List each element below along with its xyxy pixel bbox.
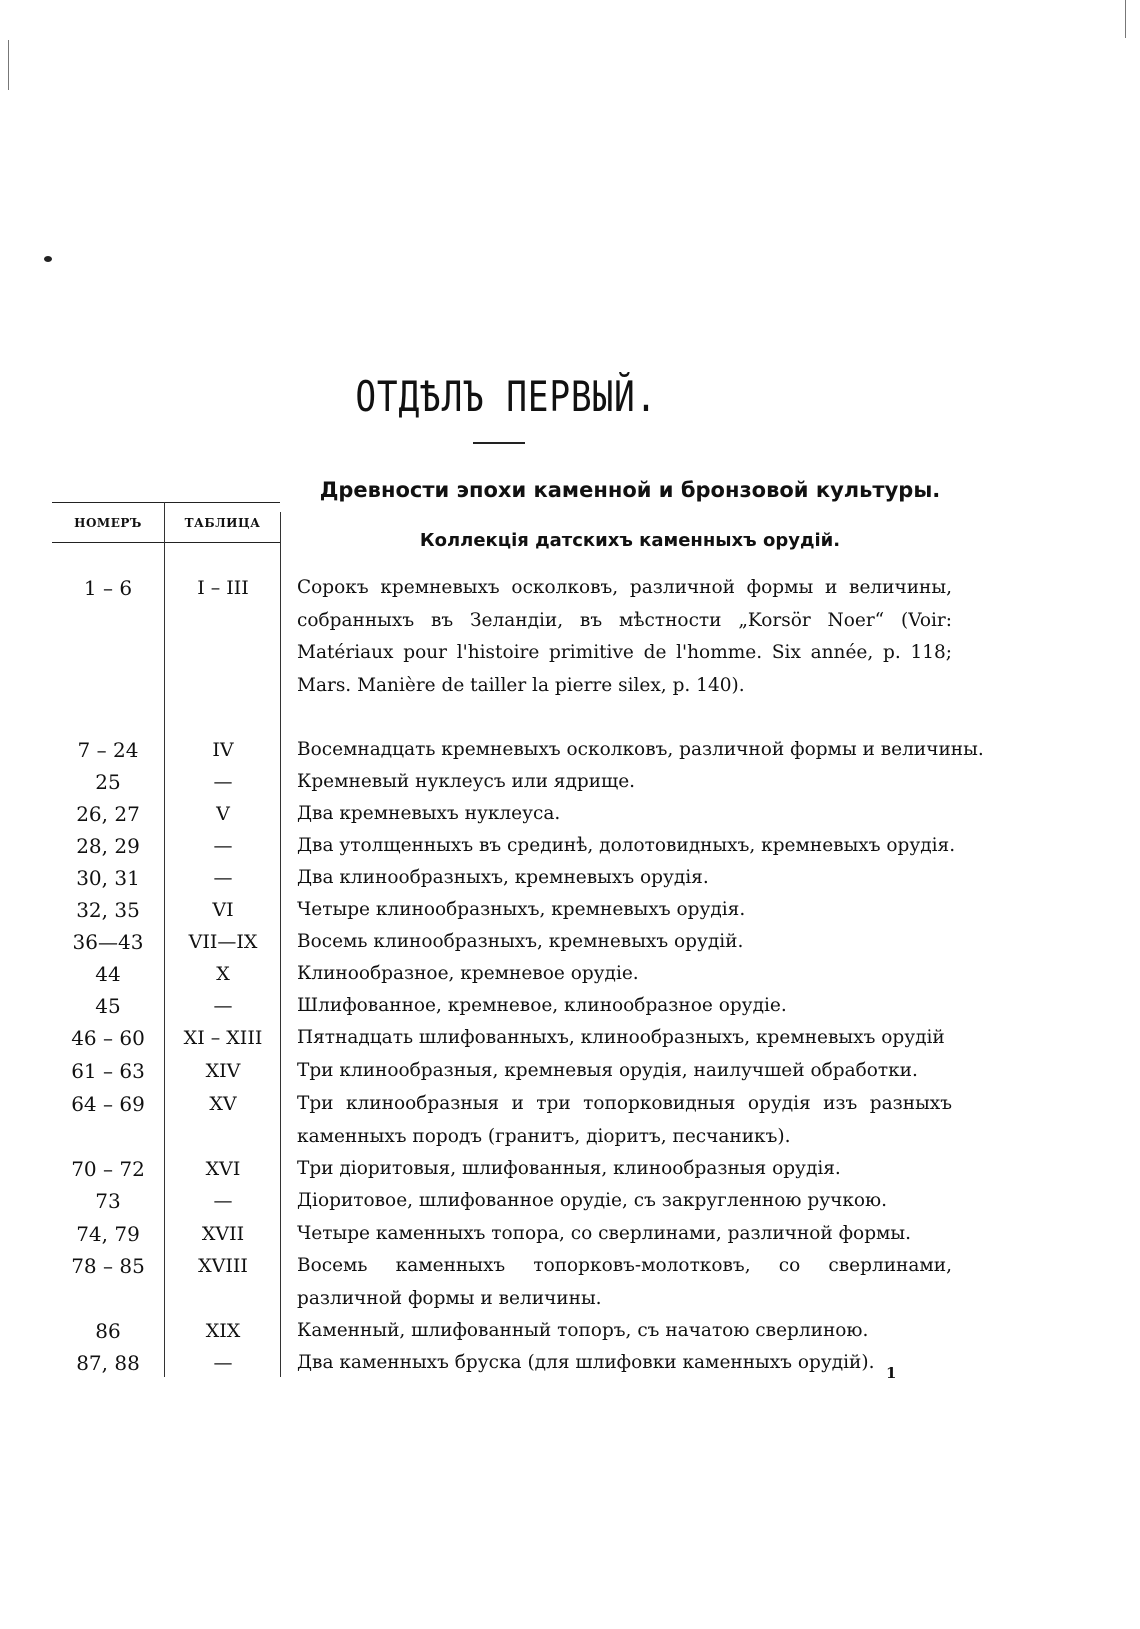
row-description: Кремневый нуклеусъ или ядрище. [297,771,636,792]
row-plate: — [213,995,233,1017]
row-description: Клинообразное, кремневое орудіе. [297,963,639,984]
column-header-number: НОМЕРЪ [74,516,142,530]
row-plate: IV [212,739,234,761]
row-number: 61 – 63 [71,1059,145,1083]
header-rule-top [52,502,280,503]
row-plate: — [213,1352,233,1374]
row-number: 25 [95,770,121,794]
row-plate: XV [209,1093,237,1115]
row-plate: XI – XIII [183,1027,263,1049]
row-number: 70 – 72 [71,1157,145,1181]
row-plate: VII—IX [188,931,258,953]
row-plate: — [213,835,233,857]
header-rule-bottom [52,542,280,543]
subtitle: Древности эпохи каменной и бронзовой культуры. [319,478,941,502]
row-number: 26, 27 [76,802,140,826]
row-number: 30, 31 [76,866,140,890]
row-number: 87, 88 [76,1351,140,1375]
column-header-table: ТАБЛИЦА [184,516,261,530]
row-description: Пятнадцать шлифованныхъ, клинообразныхъ, кремневыхъ орудій [297,1027,945,1048]
row-number: 44 [95,962,121,986]
collection-heading: Коллекція датскихъ каменныхъ орудій. [419,530,841,551]
row-plate: X [216,963,230,985]
section-title: ОТДѢЛЪ ПЕРВЫЙ. [355,372,658,421]
row-plate: V [216,803,230,825]
row-number: 64 – 69 [71,1092,145,1116]
row-description: Четыре клинообразныхъ, кремневыхъ орудія. [297,899,746,920]
row-description: Сорокъ кремневыхъ осколковъ, различной формы и величины, собранныхъ въ Зеландіи, въ мѣстности „Korsör Noer“ (Voir: Matériaux pour l'histoire primitive de l'homme. Six année, p. 118; Mars. Manière de tailler la pierre silex, p. 140). [297,577,952,696]
row-description: Два клинообразныхъ, кремневыхъ орудія. [297,867,709,888]
scan-edge-mark-left [8,40,9,90]
row-number: 1 – 6 [83,576,133,600]
row-description: Четыре каменныхъ топора, со сверлинами, различной формы. [297,1223,912,1244]
page-number: 1 [886,1364,897,1382]
row-plate: — [213,1190,233,1212]
row-plate: XVIII [198,1255,248,1277]
row-plate: XVI [205,1158,241,1180]
row-plate: VI [212,899,234,921]
scan-edge-mark-right [1125,0,1126,38]
row-number: 32, 35 [76,898,140,922]
ink-blot [44,256,52,262]
row-plate: XIX [205,1320,241,1342]
row-description: Каменный, шлифованный топоръ, съ начатою сверлиною. [297,1320,869,1341]
row-number: 36—43 [72,930,144,954]
row-plate: — [213,771,233,793]
row-description: Два кремневыхъ нуклеуса. [297,803,561,824]
row-number: 45 [95,994,121,1018]
row-number: 73 [95,1189,121,1213]
row-description: Три діоритовыя, шлифованныя, клинообразныя орудія. [297,1158,841,1179]
row-number: 28, 29 [76,834,140,858]
row-description: Восемнадцать кремневыхъ осколковъ, различной формы и величины. [297,739,984,760]
row-plate: XIV [205,1060,241,1082]
row-number: 7 – 24 [77,738,139,762]
row-description: Восемь клинообразныхъ, кремневыхъ орудій. [297,931,744,952]
row-description: Два утолщенныхъ въ срединѣ, долотовидныхъ, кремневыхъ орудія. [297,835,956,856]
row-number: 74, 79 [76,1222,140,1246]
row-description: Два каменныхъ бруска (для шлифовки каменныхъ орудій). [297,1352,875,1373]
row-number: 78 – 85 [71,1254,145,1278]
title-rule [473,442,525,444]
row-plate: I – III [197,577,249,599]
row-plate: XVII [201,1223,245,1245]
row-plate: — [213,867,233,889]
row-description: Шлифованное, кремневое, клинообразное орудіе. [297,995,787,1016]
row-description: Діоритовое, шлифованное орудіе, съ закругленною ручкою. [297,1190,888,1211]
column-divider-1 [164,502,165,1377]
row-description: Три клинообразныя и три топорковидныя орудія изъ разныхъ каменныхъ породъ (гранитъ, діоритъ, песчаникъ). [297,1093,952,1147]
column-divider-2 [280,512,281,1377]
row-description: Восемь каменныхъ топорковъ-молотковъ, со сверлинами, различной формы и величины. [297,1255,952,1309]
row-number: 86 [95,1319,121,1343]
row-description: Три клинообразныя, кремневыя орудія, наилучшей обработки. [297,1060,918,1081]
row-number: 46 – 60 [71,1026,145,1050]
